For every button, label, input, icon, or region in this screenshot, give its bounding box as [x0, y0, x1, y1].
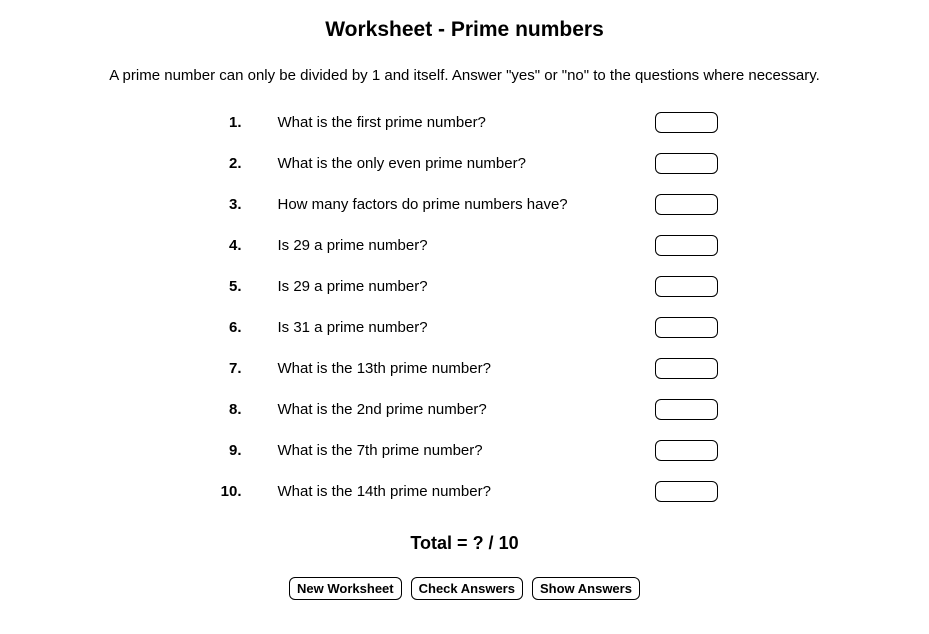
question-text: Is 29 a prime number? [277, 278, 428, 295]
new-worksheet-button[interactable]: New Worksheet [289, 577, 402, 600]
question-row [212, 266, 718, 307]
answer-input[interactable] [655, 440, 718, 461]
question-text: What is the only even prime number? [277, 155, 526, 172]
question-row [212, 307, 718, 348]
question-row [212, 430, 718, 471]
question-row [212, 225, 718, 266]
question-row [212, 471, 718, 512]
question-number: 9. [228, 442, 242, 459]
answer-input[interactable] [655, 235, 718, 256]
answer-input[interactable] [655, 112, 718, 133]
question-text: Is 29 a prime number? [277, 237, 428, 254]
check-answers-button[interactable]: Check Answers [411, 577, 523, 600]
question-text: What is the 2nd prime number? [277, 401, 487, 418]
answer-input[interactable] [655, 399, 718, 420]
question-row [212, 184, 718, 225]
question-list [212, 102, 718, 512]
instruction-text: A prime number can only be divided by 1 and itself. Answer "yes" or "no" to the questions where necessary. [109, 67, 820, 84]
question-text: What is the 14th prime number? [277, 483, 491, 500]
question-number: 8. [228, 401, 242, 418]
answer-input[interactable] [655, 153, 718, 174]
button-row [0, 577, 929, 600]
question-row [212, 389, 718, 430]
question-row [212, 143, 718, 184]
answer-input[interactable] [655, 481, 718, 502]
question-number: 2. [228, 155, 242, 172]
question-number: 3. [228, 196, 242, 213]
question-text: What is the 7th prime number? [277, 442, 483, 459]
question-number: 10. [220, 483, 242, 500]
show-answers-button[interactable]: Show Answers [532, 577, 640, 600]
question-number: 7. [228, 360, 242, 377]
answer-input[interactable] [655, 317, 718, 338]
question-number: 4. [228, 237, 242, 254]
answer-input[interactable] [655, 276, 718, 297]
question-row [212, 102, 718, 143]
question-text: What is the first prime number? [277, 114, 486, 131]
answer-input[interactable] [655, 194, 718, 215]
question-text: How many factors do prime numbers have? [277, 196, 568, 213]
question-number: 6. [228, 319, 242, 336]
question-number: 5. [228, 278, 242, 295]
page-title: Worksheet - Prime numbers [325, 18, 604, 41]
answer-input[interactable] [655, 358, 718, 379]
total-label: Total = ? / 10 [410, 533, 519, 553]
question-number: 1. [228, 114, 242, 131]
question-text: What is the 13th prime number? [277, 360, 491, 377]
question-row [212, 348, 718, 389]
question-text: Is 31 a prime number? [277, 319, 428, 336]
